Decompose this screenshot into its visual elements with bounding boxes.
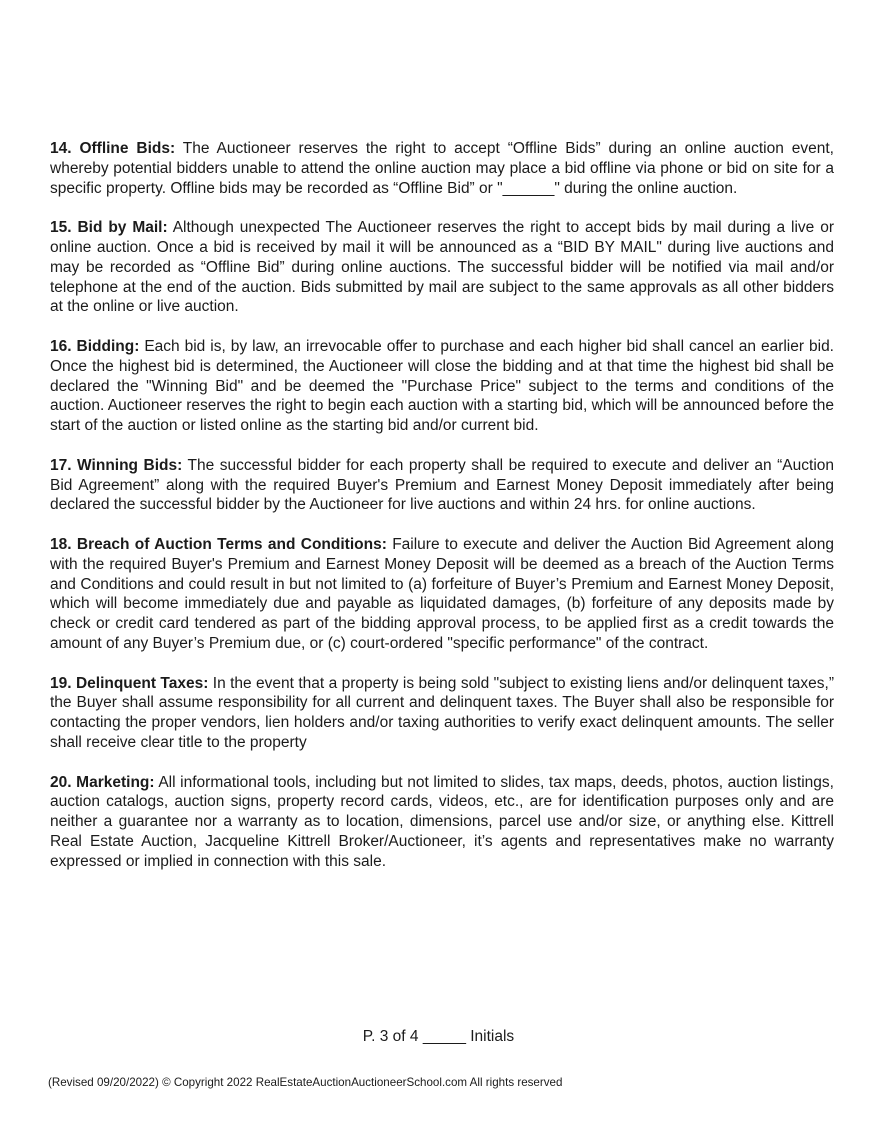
section-14-offline-bids — [50, 139, 834, 198]
section-18-breach-of-terms — [50, 535, 834, 654]
section-18-body: Failure to execute and deliver the Auction Bid Agreement along with the required Buyer's Premium and Earnest Money Deposit will be deemed as a breach of the Auction Terms and Conditions and could result in but not limited to (a) forfeiture of Buyer’s Premium and Earnest Money Deposit, which will become immediately due and payable as liquidated damages, (b) forfeiture of any deposits made by check or credit card tendered as part of the bidding approval process, to be applied first as a credit towards the amount of any Buyer’s Premium due, or (c) court-ordered "specific performance" of the contract. — [50, 535, 834, 652]
section-19-delinquent-taxes — [50, 674, 834, 753]
section-15-heading: 15. Bid by Mail: — [50, 219, 168, 237]
section-20-marketing — [50, 773, 834, 872]
section-15-bid-by-mail — [50, 218, 834, 317]
section-19-heading: 19. Delinquent Taxes: — [50, 674, 209, 692]
section-15-body: Although unexpected The Auctioneer reserves the right to accept bids by mail during a live or online auction. Once a bid is received by mail it will be announced as a “BID BY MAIL" during live auctions and may be recorded as “Offline Bid” during online auctions. The successful bidder will be notified via mail and/or telephone at the end of the auction. Bids submitted by mail are subject to the same approvals as all other bidders at the online or live auction. — [50, 219, 834, 316]
section-17-heading: 17. Winning Bids: — [50, 456, 183, 474]
page-number-initials-line: P. 3 of 4 _____ Initials — [362, 1028, 515, 1045]
section-16-heading: 16. Bidding: — [50, 337, 140, 355]
section-14-body: The Auctioneer reserves the right to accept “Offline Bids” during an online auction event, whereby potential bidders unable to attend the online auction may place a bid offline via phone or bid on site for a specific property. Offline bids may be recorded as “Offline Bid” or "______" during the online auction. — [50, 140, 834, 197]
section-14-heading: 14. Offline Bids: — [50, 140, 176, 157]
section-16-bidding — [50, 337, 834, 436]
copyright-line: (Revised 09/20/2022) © Copyright 2022 RealEstateAuctionAuctioneerSchool.com All rights reserved — [48, 1076, 563, 1089]
section-16-body: Each bid is, by law, an irrevocable offer to purchase and each higher bid shall cancel an earlier bid. Once the highest bid is determined, the Auctioneer will close the bidding and at that time the highest bid shall be declared the "Winning Bid" and be deemed the "Purchase Price" subject to the terms and conditions of the auction. Auctioneer reserves the right to begin each auction with a starting bid, which will be announced before the start of the auction or listed online as the starting bid and/or current bid. — [50, 337, 834, 435]
section-19-body: In the event that a property is being sold "subject to existing liens and/or delinquent taxes,” the Buyer shall assume responsibility for all current and delinquent taxes. The Buyer shall also be responsible for contacting the proper vendors, lien holders and/or taxing authorities to verify exact delinquent amounts. The seller shall receive clear title to the property — [50, 674, 835, 751]
section-20-body: All informational tools, including but not limited to slides, tax maps, deeds, photos, auction listings, auction catalogs, auction signs, property record cards, videos, etc., are for identification purposes only and are neither a guarantee nor a warranty as to location, dimensions, parcel use and/or size, or anything else. Kittrell Real Estate Auction, Jacqueline Kittrell Broker/Auctioneer, it’s agents and representatives make no warranty expressed or implied in connection with this sale. — [50, 773, 834, 870]
section-18-heading: 18. Breach of Auction Terms and Conditions: — [50, 535, 387, 553]
section-17-body: The successful bidder for each property shall be required to execute and deliver an “Auction Bid Agreement” along with the required Buyer's Premium and Earnest Money Deposit immediately after being declared the successful bidder by the Auctioneer for live auctions and within 24 hrs. for online auctions. — [50, 456, 835, 514]
terms-content — [50, 139, 834, 891]
section-20-heading: 20. Marketing: — [50, 773, 155, 791]
section-17-winning-bids — [50, 456, 834, 515]
